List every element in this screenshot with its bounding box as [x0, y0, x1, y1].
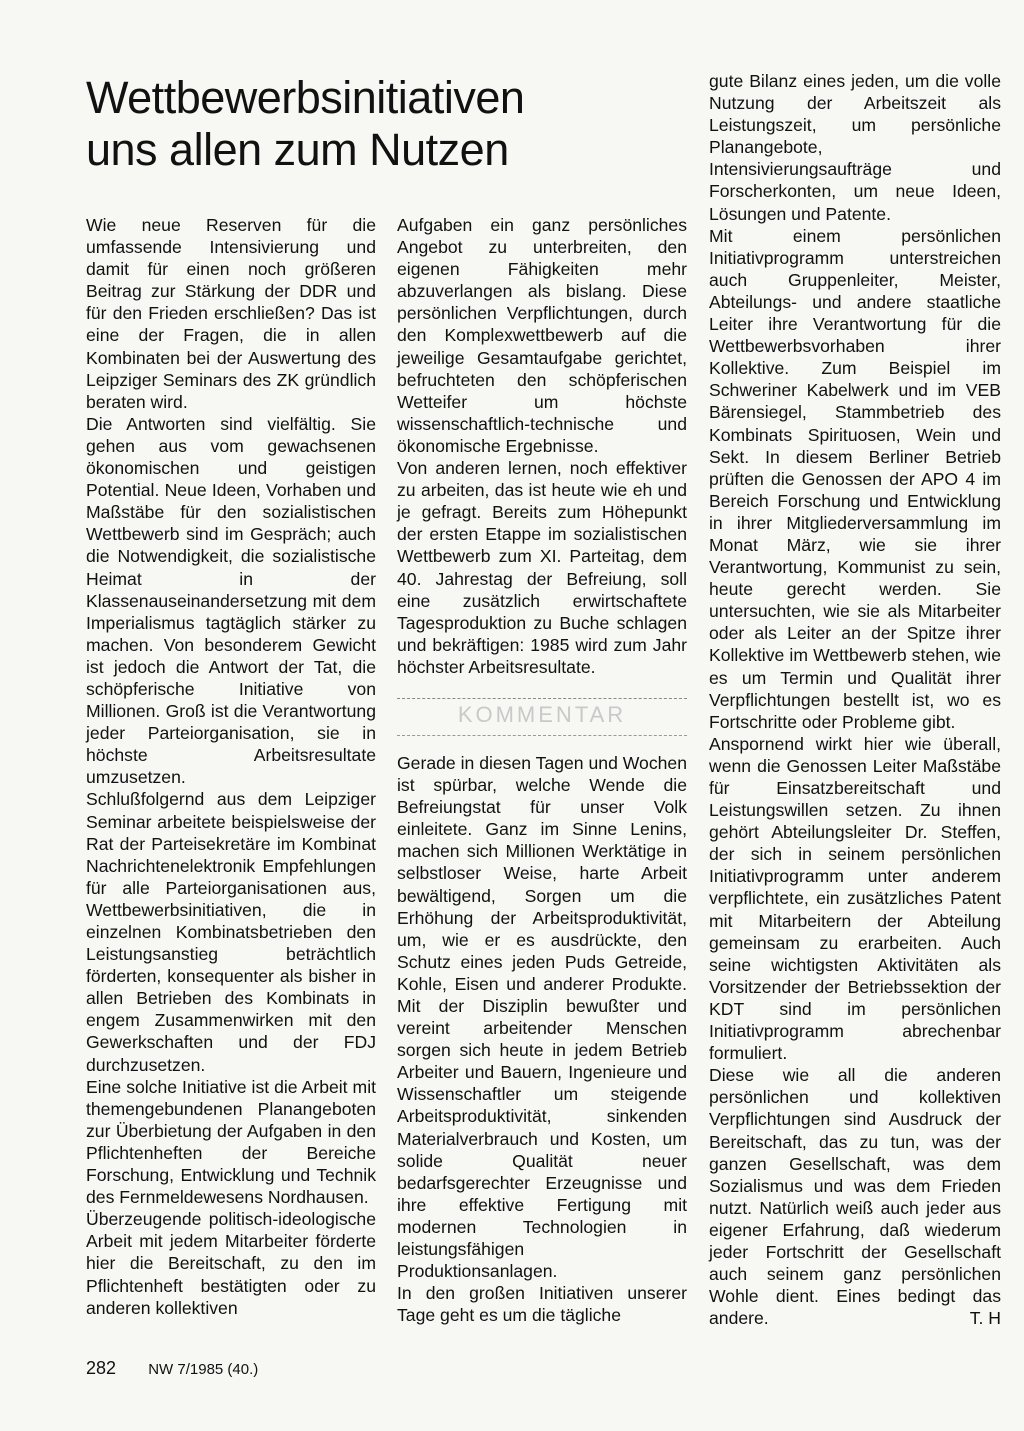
paragraph: Überzeugende politisch-ideologische Arbeit mit jedem Mitarbeiter förderte hier die Bereitschaft, zu den im Pflichtenheft bestätigten oder zu anderen kollektiven	[86, 1209, 376, 1318]
paragraph: Gerade in diesen Tagen und Wochen ist spürbar, welche Wende die Befreiungstat für unser Volk einleitete. Ganz im Sinne Lenins, machen sich Millionen Werktätige in selbstloser Weise, harte Arbeit bewältigend, Sorgen um die Erhöhung der Arbeitsproduktivität, um, wie er es ausdrückte, den Schutz eines jeden Puds Getreide, Kohle, Eisen und anderer Produkte. Mit der Disziplin bewußter und vereint arbeitender Menschen sorgen sich heute in jedem Betrieb Arbeiter und Bauern, Ingenieure und Wissenschaftler um steigende Arbeitsproduktivität, sinkenden Materialverbrauch und Kosten, um solide Qualität neuer bedarfsgerechter Erzeugnisse und ihre effektive Fertigung mit modernen Technologien in leistungsfähigen Produktionsanlagen.	[397, 752, 687, 1282]
article-column-1	[86, 214, 376, 1319]
kommentar-section-header	[397, 694, 687, 738]
paragraph: In den großen Initiativen unserer Tage geht es um die tägliche	[397, 1283, 687, 1326]
paragraph: gute Bilanz eines jeden, um die volle Nutzung der Arbeitszeit als Leistungszeit, um persönliche Planangebote, Intensivierungsaufträge und Forscherkonten, um neue Ideen, Lösungen und Patente.	[709, 71, 1001, 224]
paragraph: Anspornend wirkt hier wie überall, wenn die Genossen Leiter Maßstäbe für Einsatzbereitschaft und Leistungswillen setzen. Zu ihnen gehört Abteilungsleiter Dr. Steffen, der sich in seinem persönlichen Initiativprogramm unter anderem verpflichtete, ein zusätzliches Patent mit Mitarbeitern der Abteilung gemeinsam zu erarbeiten. Auch seine wichtigsten Aktivitäten als Vorsitzender der Betriebssektion der KDT sind im persönlichen Initiativprogramm abrechenbar formuliert.	[709, 733, 1001, 1064]
headline	[86, 72, 606, 176]
paragraph: Wie neue Reserven für die umfassende Intensivierung und damit für einen noch größeren Beitrag zur Stärkung der DDR und für den Frieden erschließen? Das ist eine der Fragen, die in allen Kombinaten bei der Auswertung des Leipziger Seminars des ZK gründlich beraten wird.	[86, 215, 376, 412]
headline-line-2: uns allen zum Nutzen	[86, 124, 509, 175]
paragraph: Mit einem persönlichen Initiativprogramm unterstreichen auch Gruppenleiter, Meister, Abteilungs- und andere staatliche Leiter ihre Verantwortung für die Wettbewerbsvorhaben ihrer Kollektive. Zum Beispiel im Schweriner Kabelwerk und im VEB Bärensiegel, Stammbetrieb des Kombinats Spirituosen, Wein und Sekt. In diesem Berliner Betrieb prüften die Genossen der APO 4 im Bereich Forschung und Entwicklung in ihrer Mitgliederversammlung im Monat März, wie sie ihrer Verantwortung, Kommunist zu sein, heute gerecht werden. Sie untersuchten, wie sie als Mitarbeiter oder als Leiter an der Spitze ihrer Kollektive im Wettbewerb stehen, wie es um Termin und Qualität ihrer Verpflichtungen bestellt ist, wo es Fortschritte oder Probleme gibt.	[709, 225, 1001, 732]
page-number: 282	[86, 1358, 117, 1378]
paragraph-final-text: Diese wie all die anderen persönlichen und kollektiven Verpflichtungen sind Ausdruck der Bereitschaft, das zu tun, was der ganzen Gesellschaft, was dem Sozialismus und was dem Frieden nutzt. Natürlich weiß auch jeder aus eigener Erfahrung, daß wiederum jeder Fortschritt der Gesellschaft auch seinem ganz persönlichen Wohle dient. Eines bedingt das andere.	[709, 1065, 1001, 1329]
author-signature: T. H	[969, 1308, 1001, 1329]
divider	[397, 698, 687, 699]
article-column-2	[397, 214, 687, 1326]
headline-line-1: Wettbewerbsinitiativen	[86, 72, 525, 123]
paragraph: Schlußfolgernd aus dem Leipziger Seminar arbeitete beispielsweise der Rat der Parteisekretäre im Kombinat Nachrichtenelektronik Empfehlungen für alle Parteiorganisationen aus, Wettbewerbsinitiativen, die in einzelnen Kombinatsbetrieben den Leistungsanstieg beträchtlich förderten, konsequenter als bisher in allen Betrieben des Kombinats in engem Zusammenwirken mit den Gewerkschaften und der FDJ durchzusetzen.	[86, 789, 376, 1075]
paragraph: Von anderen lernen, noch effektiver zu arbeiten, das ist heute wie eh und je gefragt. Bereits zum Höhepunkt der ersten Etappe im sozialistischen Wettbewerb zum XI. Parteitag, dem 40. Jahrestag der Befreiung, soll eine zusätzlich erwirtschaftete Tagesproduktion zu Buche schlagen und bekräftigen: 1985 wird zum Jahr höchster Arbeitsresultate.	[397, 458, 687, 677]
page-footer	[86, 1358, 258, 1379]
paragraph-final	[709, 1064, 1001, 1329]
paragraph: Eine solche Initiative ist die Arbeit mit themengebundenen Planangeboten zur Überbietung der Aufgaben in den Pflichtenheften der Bereiche Forschung, Entwicklung und Technik des Fernmeldewesens Nordhausen.	[86, 1076, 376, 1208]
kommentar-label: KOMMENTAR	[457, 701, 627, 727]
divider	[397, 735, 687, 736]
paragraph: Die Antworten sind vielfältig. Sie gehen aus vom gewachsenen ökonomischen und geistigen Potential. Neue Ideen, Vorhaben und Maßstäbe für den sozialistischen Wettbewerb sind im Gespräch; auch die Notwendigkeit, die sozialistische Heimat in der Klassenauseinandersetzung mit dem Imperialismus tagtäglich stärker zu machen. Von besonderem Gewicht ist jedoch die Antwort der Tat, die schöpferische Initiative von Millionen. Groß ist die Verantwortung jeder Parteiorganisation, sie in höchste Arbeitsresultate umzusetzen.	[86, 413, 376, 788]
issue-reference: NW 7/1985 (40.)	[148, 1361, 259, 1378]
paragraph: Aufgaben ein ganz persönliches Angebot zu unterbreiten, den eigenen Fähigkeiten mehr abzuverlangen als bislang. Diese persönlichen Verpflichtungen, durch den Komplexwettbewerb auf die jeweilige Gesamtaufgabe gerichtet, befruchteten den schöpferischen Wetteifer um höchste wissenschaftlich-technische und ökonomische Ergebnisse.	[397, 215, 687, 456]
article-column-3	[709, 70, 1001, 1329]
